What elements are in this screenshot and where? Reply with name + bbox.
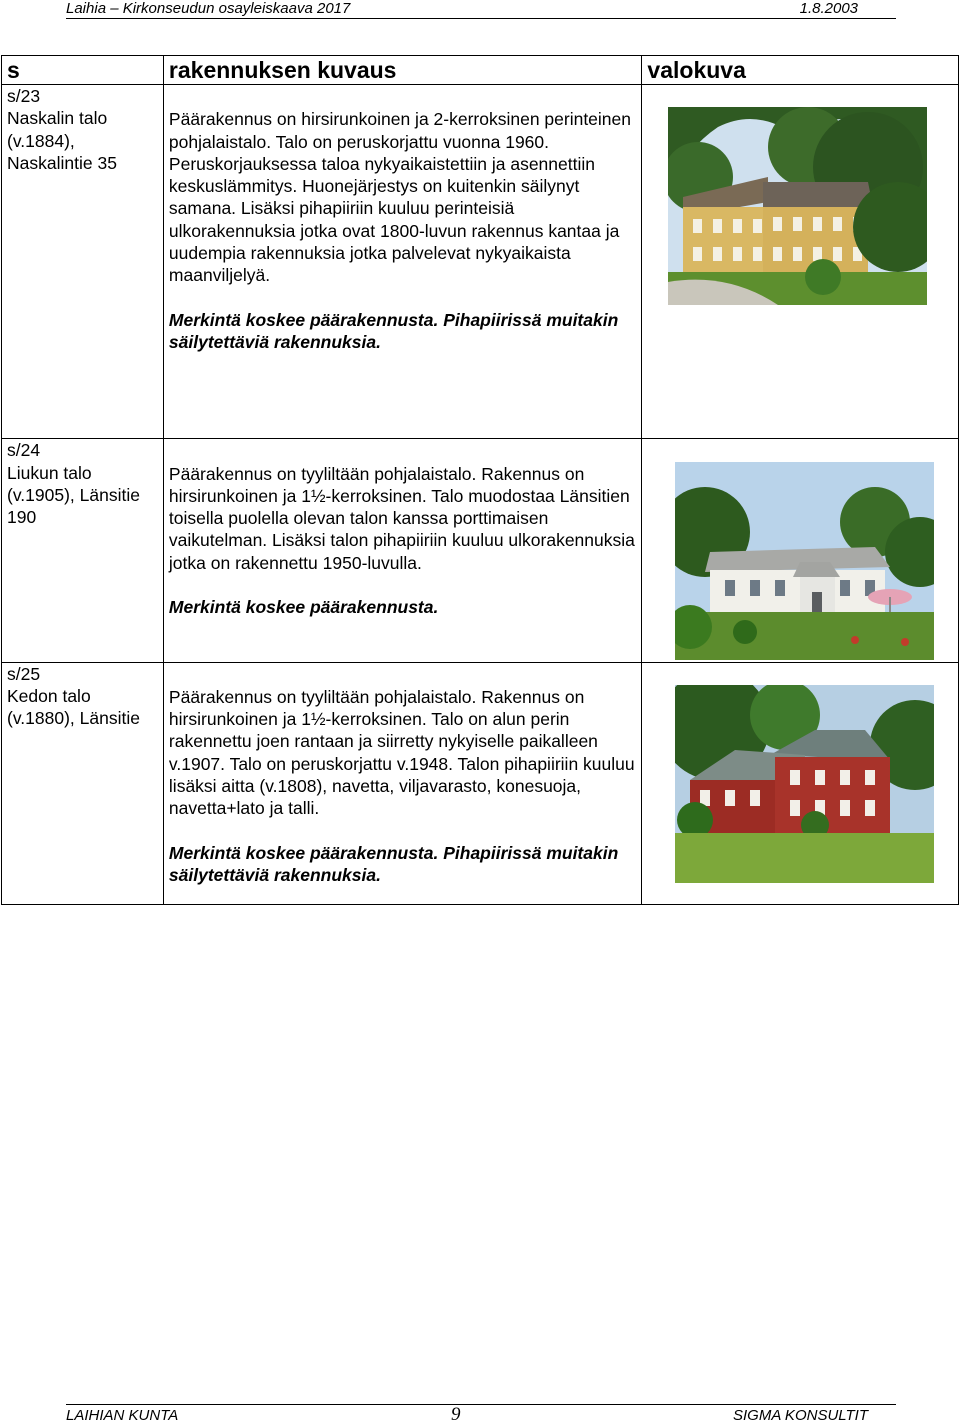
column-header-photo: valokuva	[642, 56, 959, 85]
page-header	[66, 0, 896, 19]
column-header-description: rakennuksen kuvaus	[163, 56, 642, 85]
header-date: 1.8.2003	[799, 0, 858, 17]
white-farmhouse-photo	[675, 462, 934, 660]
footer-municipality: LAIHIAN KUNTA	[66, 1407, 179, 1424]
header-document-title: Laihia – Kirkonseudun osayleiskaava 2017	[66, 0, 351, 17]
building-id: s/25	[2, 662, 164, 685]
table-row	[2, 107, 959, 439]
table-row	[2, 685, 959, 905]
building-marking: Merkintä koskee päärakennusta.	[168, 597, 439, 618]
building-description: Päärakennus on tyyliltään pohjalaistalo. Rakennus on hirsirunkoinen ja 1½-kerroksinen. Talo muodostaa Länsitien toisella puolella olevan talon kanssa porttimaisen vaikutelman. Lisäksi talon pihapiiriin kuuluu ulkorakennuksia jotka on rakennettu 1950-luvulla.	[168, 463, 635, 573]
table-row	[2, 462, 959, 663]
page-number: 9	[451, 1404, 461, 1425]
table-row	[2, 439, 959, 462]
building-description: Päärakennus on tyyliltään pohjalaistalo. Rakennus on hirsirunkoinen ja 1½-kerroksinen. Talo on alun perin rakennettu joen rantaan ja siirretty nykyiselle paikalleen v.1907. Talo on peruskorjattu v.1948. Talon pihapiiriin kuuluu lisäksi aitta (v.1808), navetta, viljavarasto, konesuoja, navetta+lato ja talli.	[168, 686, 635, 819]
building-id: s/24	[2, 439, 164, 462]
building-location: Kedon talo (v.1880), Länsitie	[2, 685, 164, 905]
yellow-farmhouse-photo	[668, 107, 927, 305]
red-farmhouse-photo	[675, 685, 934, 883]
table-header-row	[2, 56, 959, 85]
building-marking: Merkintä koskee päärakennusta. Pihapiirissä muitakin säilytettäviä rakennuksia.	[168, 842, 619, 885]
building-location: Naskalin talo (v.1884), Naskalintie 35	[2, 107, 164, 439]
table-row	[2, 662, 959, 685]
table-row	[2, 85, 959, 108]
building-description: Päärakennus on hirsirunkoinen ja 2-kerroksinen perinteinen pohjalaistalo. Talo on peruskorjattu vuonna 1960. Peruskorjauksessa taloa nykyaikaistettiin ja asennettiin keskuslämmitys. Huonejärjestys on kuitenkin säilynyt samana. Lisäksi pihapiiriin kuuluu perinteisiä ulkorakennuksia jotka ovat 1800-luvun rakennus kantaa ja uudempia rakennuksia jotka palvelevat nykyaikaista maanviljelyä.	[168, 109, 632, 286]
building-location: Liukun talo (v.1905), Länsitie 190	[2, 462, 164, 663]
page-footer	[66, 1404, 896, 1424]
column-header-id: s	[2, 56, 164, 85]
building-id: s/23	[2, 85, 164, 108]
footer-consultant: SIGMA KONSULTIT	[732, 1407, 868, 1424]
buildings-table	[1, 55, 959, 905]
building-marking: Merkintä koskee päärakennusta. Pihapiirissä muitakin säilytettäviä rakennuksia.	[168, 309, 619, 352]
